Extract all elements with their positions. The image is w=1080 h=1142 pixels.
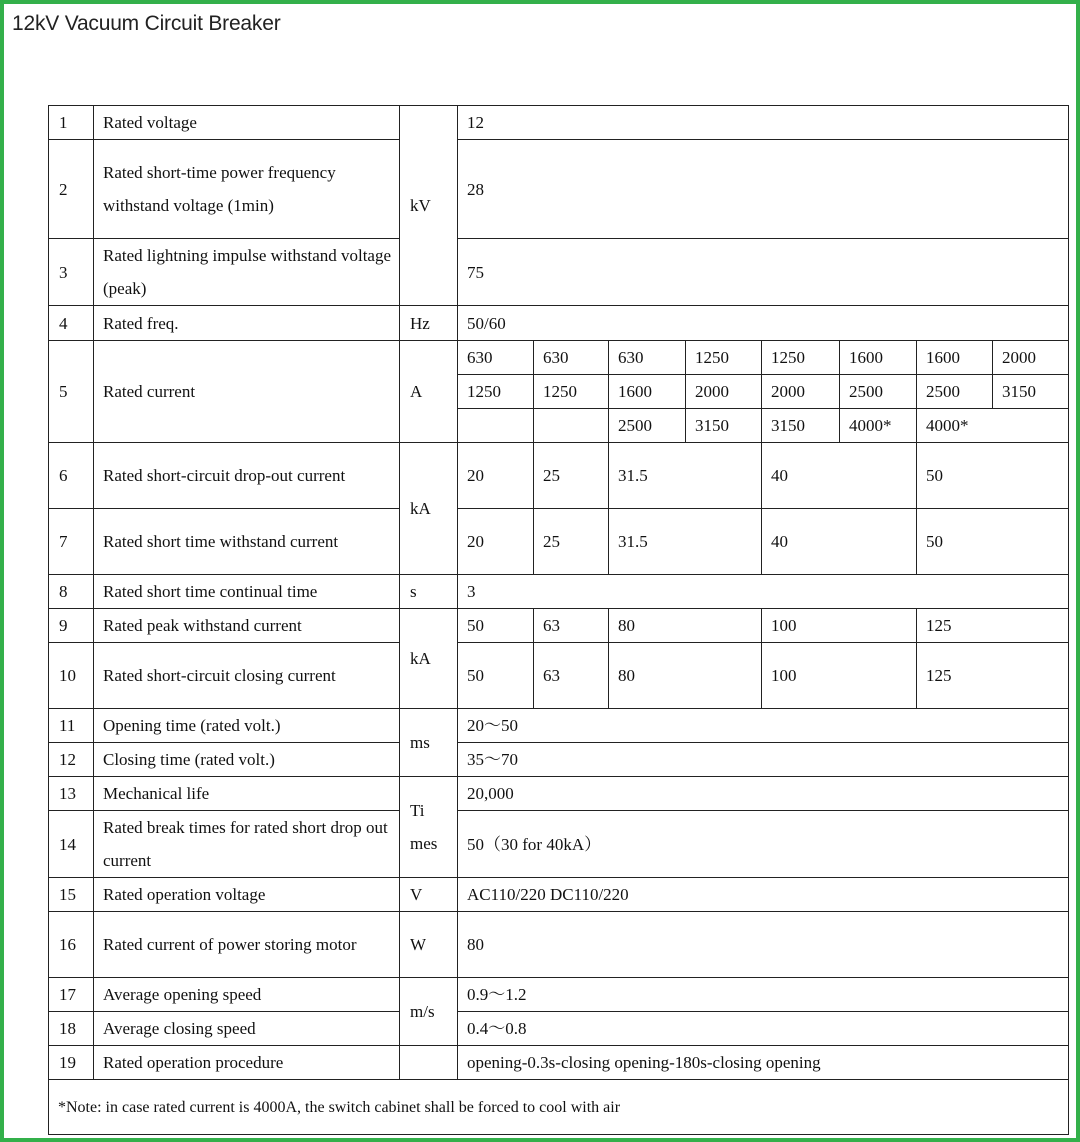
row-number: 5 [49, 341, 94, 443]
table-row [49, 643, 1069, 709]
current-cell: 2500 [917, 375, 993, 409]
table-row [49, 709, 1069, 743]
current-cell: 630 [609, 341, 686, 375]
parameter-name: Rated short-time power frequency withstand voltage (1min) [94, 140, 400, 239]
row-number: 10 [49, 643, 94, 709]
current-cell [534, 409, 609, 443]
current-cell: 4000* [840, 409, 917, 443]
row-number: 17 [49, 978, 94, 1012]
parameter-name: Rated voltage [94, 106, 400, 140]
unit-cell: Hz [400, 306, 458, 341]
value-cell: 25 [534, 443, 609, 509]
current-cell: 3150 [762, 409, 840, 443]
current-cell: 1250 [686, 341, 762, 375]
unit-cell [400, 777, 458, 878]
value-cell: 80 [609, 609, 762, 643]
table-row [49, 743, 1069, 777]
value-cell: AC110/220 DC110/220 [458, 878, 1069, 912]
current-cell: 4000* [917, 409, 1069, 443]
unit-cell: kA [400, 609, 458, 709]
value-cell: 50/60 [458, 306, 1069, 341]
table-row [49, 106, 1069, 140]
footnote: *Note: in case rated current is 4000A, the switch cabinet shall be forced to cool with air [49, 1080, 1069, 1135]
value-cell: 12 [458, 106, 1069, 140]
unit-cell: kA [400, 443, 458, 575]
parameter-name: Rated peak withstand current [94, 609, 400, 643]
value-cell: 80 [609, 643, 762, 709]
unit-cell: kV [400, 106, 458, 306]
value-cell: 50 [458, 609, 534, 643]
table-row [49, 239, 1069, 306]
value-cell: 63 [534, 643, 609, 709]
table-row [49, 306, 1069, 341]
table-row [49, 1046, 1069, 1080]
value-cell: 0.9～1.2 [458, 978, 1069, 1012]
current-cell: 1600 [917, 341, 993, 375]
parameter-name: Rated short time withstand current [94, 509, 400, 575]
row-number: 19 [49, 1046, 94, 1080]
table-row [49, 140, 1069, 239]
value-cell: 31.5 [609, 443, 762, 509]
table-row [49, 575, 1069, 609]
row-number: 7 [49, 509, 94, 575]
current-cell: 2000 [686, 375, 762, 409]
current-cell: 3150 [686, 409, 762, 443]
row-number: 1 [49, 106, 94, 140]
current-cell: 630 [458, 341, 534, 375]
value-cell: 63 [534, 609, 609, 643]
row-number: 14 [49, 811, 94, 878]
value-cell: 100 [762, 643, 917, 709]
row-number: 3 [49, 239, 94, 306]
table-row [49, 1012, 1069, 1046]
value-cell: 125 [917, 609, 1069, 643]
current-cell: 3150 [993, 375, 1069, 409]
table-row [49, 978, 1069, 1012]
row-number: 16 [49, 912, 94, 978]
current-cell: 1600 [609, 375, 686, 409]
value-cell: 28 [458, 140, 1069, 239]
parameter-name: Mechanical life [94, 777, 400, 811]
row-number: 12 [49, 743, 94, 777]
parameter-name: Rated current [94, 341, 400, 443]
value-cell: 0.4～0.8 [458, 1012, 1069, 1046]
current-cell: 2500 [840, 375, 917, 409]
parameter-name: Rated operation procedure [94, 1046, 400, 1080]
current-cell: 1250 [534, 375, 609, 409]
parameter-name: Rated short-circuit closing current [94, 643, 400, 709]
row-number: 2 [49, 140, 94, 239]
current-cell [458, 409, 534, 443]
unit-cell: m/s [400, 978, 458, 1046]
parameter-name: Closing time (rated volt.) [94, 743, 400, 777]
row-number: 13 [49, 777, 94, 811]
value-cell: 40 [762, 509, 917, 575]
row-number: 4 [49, 306, 94, 341]
parameter-name: Rated operation voltage [94, 878, 400, 912]
unit-cell: A [400, 341, 458, 443]
row-number: 8 [49, 575, 94, 609]
row-number: 11 [49, 709, 94, 743]
parameter-name: Opening time (rated volt.) [94, 709, 400, 743]
value-cell: opening-0.3s-closing opening-180s-closing opening [458, 1046, 1069, 1080]
parameter-name: Rated lightning impulse withstand voltage (peak) [94, 239, 400, 306]
value-cell: 20 [458, 443, 534, 509]
value-cell: 125 [917, 643, 1069, 709]
parameter-name: Average closing speed [94, 1012, 400, 1046]
current-cell: 2500 [609, 409, 686, 443]
current-cell: 1600 [840, 341, 917, 375]
unit-cell: s [400, 575, 458, 609]
page-title: 12kV Vacuum Circuit Breaker [12, 12, 281, 35]
spec-table [48, 105, 1069, 1135]
row-number: 15 [49, 878, 94, 912]
value-cell: 75 [458, 239, 1069, 306]
table-row [49, 912, 1069, 978]
unit-line: Ti [410, 801, 425, 820]
parameter-name: Rated short-circuit drop-out current [94, 443, 400, 509]
current-cell: 1250 [458, 375, 534, 409]
value-cell: 20～50 [458, 709, 1069, 743]
current-cell: 2000 [993, 341, 1069, 375]
current-cell: 1250 [762, 341, 840, 375]
table-row [49, 341, 1069, 375]
table-row [49, 811, 1069, 878]
row-number: 9 [49, 609, 94, 643]
row-number: 18 [49, 1012, 94, 1046]
value-cell: 35～70 [458, 743, 1069, 777]
row-number: 6 [49, 443, 94, 509]
value-cell: 20 [458, 509, 534, 575]
value-cell: 50 [917, 509, 1069, 575]
value-cell: 50 [458, 643, 534, 709]
table-row [49, 777, 1069, 811]
table-row [49, 509, 1069, 575]
value-cell: 40 [762, 443, 917, 509]
value-cell: 31.5 [609, 509, 762, 575]
value-cell: 3 [458, 575, 1069, 609]
table-row [49, 878, 1069, 912]
value-cell: 50（30 for 40kA） [458, 811, 1069, 878]
table-row [49, 443, 1069, 509]
value-cell: 25 [534, 509, 609, 575]
parameter-name: Rated freq. [94, 306, 400, 341]
parameter-name: Rated current of power storing motor [94, 912, 400, 978]
table-row [49, 1080, 1069, 1135]
unit-line: mes [410, 834, 438, 853]
parameter-name: Rated short time continual time [94, 575, 400, 609]
current-cell: 630 [534, 341, 609, 375]
table-row [49, 609, 1069, 643]
value-cell: 20,000 [458, 777, 1069, 811]
value-cell: 100 [762, 609, 917, 643]
unit-cell: ms [400, 709, 458, 777]
value-cell: 80 [458, 912, 1069, 978]
current-cell: 2000 [762, 375, 840, 409]
parameter-name: Average opening speed [94, 978, 400, 1012]
unit-cell: W [400, 912, 458, 978]
unit-cell [400, 1046, 458, 1080]
parameter-name: Rated break times for rated short drop out current [94, 811, 400, 878]
value-cell: 50 [917, 443, 1069, 509]
unit-cell: V [400, 878, 458, 912]
